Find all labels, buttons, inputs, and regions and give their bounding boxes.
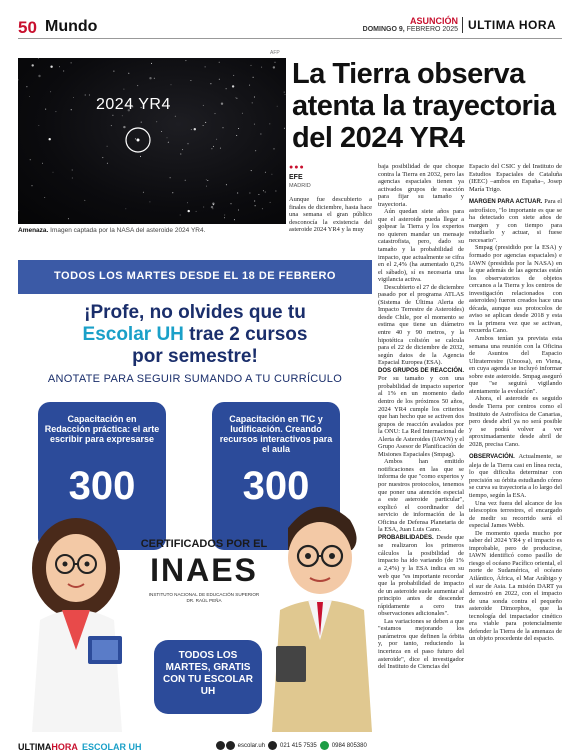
course-title: Capacitación en TIC y ludificación. Creando recursos interactivos para el aula — [219, 414, 333, 454]
star — [206, 179, 207, 180]
inaes-logo: INAES — [150, 552, 258, 588]
star — [111, 125, 112, 126]
header-divider — [462, 17, 463, 33]
star — [226, 88, 227, 89]
paragraph: Aún quedan siete años para que el asteroide pueda llegar a golpear la Tierra y los expertos no quieren mandar un mensaje catastrofista, pero, dado su tamaño y la probabilidad de impacto, que actualmente se cifra en el 2,4% (ha aumentado 0,2% el sábado), sí es necesaria una vigilancia activa. — [378, 208, 464, 284]
star — [213, 204, 214, 205]
phone-number-1: 021 415 7535 — [280, 743, 317, 750]
asteroid-dot — [137, 139, 140, 142]
article-column-1 — [289, 196, 372, 234]
star — [171, 84, 172, 85]
contact-line — [216, 741, 367, 750]
star — [140, 156, 141, 157]
inaes-subtitle — [114, 592, 294, 604]
female-teacher-illustration — [32, 518, 122, 732]
star — [263, 190, 264, 191]
paragraph — [469, 453, 562, 499]
star — [242, 113, 243, 114]
star — [68, 218, 69, 219]
star — [203, 105, 204, 106]
caption-text: Imagen captada por la NASA del asteroide 2024 YR4. — [48, 227, 206, 234]
star — [205, 122, 206, 123]
star — [182, 149, 183, 150]
paragraph — [378, 534, 464, 618]
article-place: MADRID — [289, 183, 311, 189]
star — [206, 186, 207, 187]
star — [26, 86, 27, 87]
star — [180, 215, 181, 216]
star-field — [18, 58, 286, 224]
star — [271, 174, 272, 175]
star — [38, 125, 39, 126]
star — [219, 62, 220, 63]
star — [102, 157, 103, 158]
star — [128, 73, 129, 74]
star — [253, 77, 254, 78]
paragraph: Ambos han emitido notificaciones en las que se informa de que "como expertos y por nuestros protocolos, tenemos que poner una atención especial a este asteroide particular", explicó el coordinador del servicio de información de la Oficina de Defensa Planetaria de la ESA, Juan Luis Cano. — [378, 458, 464, 534]
star — [233, 75, 234, 76]
star — [123, 89, 124, 90]
star — [161, 131, 162, 132]
star — [113, 71, 114, 72]
star — [194, 128, 196, 130]
star — [84, 200, 85, 201]
star — [156, 121, 157, 122]
paragraph: Ahora, el asteroide es seguido desde Tierra por centros como el Instituto de Astrofísica de Canarias, pero desde abril ya no será posible y se podrá volver a ver aproximadamente desde abril de 2028, precisa Cano. — [469, 395, 562, 448]
star — [254, 201, 255, 202]
star — [188, 143, 189, 144]
paragraph: Descubierto el 27 de diciembre pasado por el programa ATLAS (Sistema de Última Alerta de Impacto Terrestre de Asteroides) desde Chile, por el momento se estima que tiene un diámetro entre 40 y 90 metros, y la hipotética colisión se calcula para el 22 de diciembre de 2032, según datos de la Agencia Espacial Europea (ESA). — [378, 283, 464, 367]
course-number: 300 — [68, 464, 136, 508]
photo-caption — [18, 227, 286, 234]
star — [32, 64, 34, 66]
star — [53, 172, 54, 173]
star — [44, 197, 45, 198]
star — [232, 85, 234, 87]
course-number: 300 — [242, 464, 310, 508]
star — [210, 83, 211, 84]
star — [213, 146, 214, 147]
newspaper-brand: ULTIMA HORA — [468, 18, 557, 32]
date-month: FEBRERO 2025 — [404, 26, 458, 33]
paragraph — [378, 367, 464, 459]
star — [216, 139, 217, 140]
ad-title-line2: trae 2 cursos — [183, 324, 308, 345]
course-title: Capacitación en Redacción práctica: el arte escribir para expresarse — [44, 414, 160, 444]
page-number: 50 — [18, 18, 37, 37]
photo-label: 2024 YR4 — [96, 96, 171, 113]
ad-title-accent: Escolar UH — [82, 324, 184, 345]
star — [284, 128, 285, 129]
star — [55, 111, 56, 112]
star — [149, 201, 150, 202]
star — [203, 207, 204, 208]
star — [170, 177, 171, 178]
photo-agency: AFP — [270, 50, 280, 56]
phone-number-2: 0984 805380 — [331, 743, 367, 750]
ad-title-line1: ¡Profe, no olvides que tu — [84, 302, 306, 323]
star — [275, 191, 276, 192]
star — [261, 67, 262, 68]
star — [212, 208, 213, 209]
star — [236, 98, 237, 99]
star — [72, 178, 73, 179]
paragraph: Las variaciones se deben a que "estamos mejorando los parámetros que definen la órbita y, por tanto, reduciendo la incerteza en el paso futuro del asteroide", dice el investigador del Instituto de Ciencias del — [378, 617, 464, 671]
star — [238, 128, 239, 129]
star — [211, 148, 212, 149]
logo-part-a: ULTIMA — [18, 742, 52, 752]
star — [167, 137, 168, 138]
star — [237, 193, 238, 194]
header-rule — [18, 38, 562, 39]
star — [180, 154, 181, 155]
star — [50, 91, 51, 92]
star — [191, 129, 192, 130]
star — [18, 210, 19, 211]
paragraph: Aunque fue descubierto a finales de diciembre, hasta hace una semana el gran público desconocía la existencia del asteroide 2024 YR4 y la muy — [289, 196, 372, 234]
paragraph: Ambos tenían ya prevista esta semana una reunión con la Oficina de Asuntos del Espacio Ultraterrestre (Unoosa), en Viena, en cuya agenda se incluyó informar sobre este asteroide. Smpag aseguró que "se seguirá vigilando atentamente la evolución". — [469, 335, 562, 395]
paragraph: Una vez fuera del alcance de los telescopios terrestres, el encargado de medir su recorrido será el especial James Webb. — [469, 499, 562, 530]
paragraph: baja posibilidad de que choque contra la Tierra en 2032, pero las agencias espaciales tienen ya activados grupos de reacción para fijar su tamaño y trayectoria. — [378, 163, 464, 208]
star — [235, 97, 236, 98]
star — [29, 96, 30, 97]
ad-title-line3: por semestre! — [132, 346, 258, 367]
logo-part-b: HORA — [51, 742, 78, 752]
star — [135, 138, 136, 139]
star — [207, 180, 208, 181]
star — [226, 184, 227, 185]
star — [274, 148, 275, 149]
star — [175, 116, 176, 117]
article-author: EFE — [289, 174, 303, 181]
star — [187, 202, 188, 203]
star — [125, 208, 126, 209]
paragraph-text: Desde que se realizaron los primeros cálculos la posibilidad de impacto ha ido variando (de 1% a 2,4%) y la ESA indica en su web que "es importante recordar que la probabilidad de impacto de un asteroide suele aumentar al principio antes de descender rápidamente a cero tras observaciones adicionales". — [378, 533, 464, 618]
article-headline: La Tierra observa atenta la trayectoria del 2024 YR4 — [292, 58, 556, 154]
star — [185, 60, 186, 61]
paragraph — [469, 198, 562, 244]
star — [73, 97, 74, 98]
star — [265, 172, 266, 173]
star — [190, 80, 191, 81]
article-column-2 — [378, 163, 464, 745]
star — [149, 77, 151, 79]
star — [71, 62, 72, 63]
star — [255, 205, 256, 206]
star — [154, 78, 155, 79]
star — [42, 163, 43, 164]
star — [269, 123, 270, 124]
ad-band — [18, 260, 372, 294]
star — [38, 58, 39, 59]
ad-title — [18, 302, 372, 368]
star — [112, 115, 113, 116]
star — [254, 124, 255, 125]
star — [221, 103, 223, 105]
bubble-text: TODOS LOS MARTES, GRATIS CON TU ESCOLAR UH — [163, 650, 253, 697]
facebook-icon — [216, 741, 225, 750]
escolar-uh-ad — [18, 260, 372, 732]
certificate-label: CERTIFICADOS POR EL — [140, 538, 268, 550]
page-header — [0, 0, 580, 40]
star — [249, 193, 250, 194]
star — [151, 63, 152, 64]
subheading: PROBABILIDADES. — [378, 534, 434, 541]
ultima-hora-logo — [18, 742, 78, 752]
ad-subtitle: ANOTATE PARA SEGUIR SUMANDO A TU CURRÍCULO — [47, 373, 343, 385]
star — [251, 65, 252, 66]
star — [211, 206, 213, 208]
star — [262, 208, 263, 209]
star — [223, 127, 224, 128]
star — [234, 219, 235, 220]
star — [59, 66, 60, 67]
subheading: DOS GRUPOS DE REACCIÓN. — [378, 367, 465, 374]
article-column-3 — [469, 163, 562, 745]
star — [258, 194, 259, 195]
phone-icon — [268, 741, 277, 750]
star — [284, 92, 285, 93]
asteroid-photo — [18, 58, 286, 224]
star — [277, 106, 278, 107]
star — [185, 180, 186, 181]
star — [220, 148, 221, 149]
star — [219, 79, 220, 80]
star — [122, 115, 123, 116]
star — [172, 192, 173, 193]
social-handle: escolar.uh — [237, 743, 266, 750]
ad-footer — [18, 738, 562, 756]
paragraph: De momento queda mucho por saber del 2024 YR4 y el impacto es improbable, pero de producirse, IAWN identificó como pasillo de riesgo el océano Pacífico oriental, el norte de Sudamérica, el océano Atlántico, África, el Mar Arábigo y el sur de Asia. La misión DART ya demostró en 2022, con el impacto de una sonda contra el pequeño asteroide Dimorphos, que la tecnología del impactador cinético era viable para potencialmente defender la Tierra de la amenaza de un objeto procedente del espacio. — [469, 529, 562, 643]
star — [188, 210, 190, 212]
subheading: OBSERVACIÓN. — [469, 454, 515, 461]
caption-lead: Amenaza. — [18, 227, 49, 234]
star — [18, 79, 19, 80]
paragraph: Espacio del CSIC y del Instituto de Estudios Espaciales de Cataluña (IEEC) –ambos en España–, Josep María Trigo. — [469, 163, 562, 193]
star — [123, 126, 125, 128]
section-title: Mundo — [45, 18, 98, 35]
star — [89, 95, 90, 96]
whatsapp-icon — [320, 741, 329, 750]
star — [231, 203, 232, 204]
star — [85, 95, 86, 96]
star — [260, 134, 261, 135]
star — [205, 66, 206, 67]
star — [30, 159, 31, 160]
star — [273, 66, 275, 68]
star — [236, 135, 237, 136]
star — [215, 113, 216, 114]
paragraph-text: Actualmente, se aleja de la Tierra casi en línea recta, lo que dificulta determinar con precisión su órbita estudiando cómo se curva su trayectoria a lo largo del tiempo, según la ESA. — [469, 453, 562, 499]
star — [254, 97, 255, 98]
star — [45, 109, 46, 110]
star — [168, 142, 169, 143]
star — [141, 122, 142, 123]
star — [143, 192, 144, 193]
date-weekday: DOMINGO 9, — [362, 26, 405, 33]
free-course-bubble — [154, 640, 262, 714]
star — [249, 85, 250, 86]
edition-city: ASUNCIÓN — [409, 16, 458, 26]
star — [196, 211, 197, 212]
instagram-icon — [226, 741, 235, 750]
inaes-subtitle-line1: INSTITUTO NACIONAL DE EDUCACIÓN SUPERIOR — [148, 592, 260, 597]
star — [71, 109, 72, 110]
star — [275, 62, 276, 63]
star — [270, 202, 271, 203]
star — [285, 94, 286, 95]
edition-date — [363, 26, 458, 33]
byline-dots: ●●● — [289, 163, 305, 171]
star — [107, 146, 108, 147]
paragraph: Smpag (presidido por la ESA) y formado por agencias espaciales) e IAWN (presidida por la NASA) en la que además de las agencias están los observatorios de objetos cercanos a la Tierra y los centros de investigación relacionados con asteroides) fueron creados hace una década, aunque sus protocolos de aviso se aplican desde 2018 y esta es la primera vez que se activan, recuerda Cano. — [469, 244, 562, 335]
paragraph-text: Por su tamaño y con una probabilidad de impacto superior al 1% en un momento dado dentro de los próximos 50 años, 2024 YR4 cumple los criterios que han hecho que se activen dos grupos de reacción avalados por la ONU: La Red Internacional de Alerta de Asteroides (IAWN) y el Grupo Asesor de Planificación de Misiones Espaciales (Smpag). — [378, 375, 464, 458]
star — [255, 150, 256, 151]
star — [203, 125, 204, 126]
star — [251, 170, 252, 171]
star — [265, 192, 266, 193]
star — [252, 102, 253, 103]
star — [63, 71, 64, 72]
star — [72, 170, 73, 171]
star — [137, 85, 138, 86]
inaes-subtitle-line2: DR. RAÚL PEÑA — [186, 598, 222, 603]
star — [238, 210, 239, 211]
star — [107, 163, 108, 164]
star — [224, 217, 225, 218]
subheading: MARGEN PARA ACTUAR. — [469, 199, 543, 206]
star — [50, 66, 52, 68]
paragraph-text: Para el astrofísico, "lo importante es que se ha detectado con siete años de margen y con tiempo para estudiarlo y actuar, si fuese necesario". — [469, 198, 562, 244]
star — [224, 215, 225, 216]
star — [32, 185, 33, 186]
ad-band-text: TODOS LOS MARTES DESDE EL 18 DE FEBRERO — [54, 270, 336, 282]
star — [38, 75, 40, 77]
escolar-uh-logo: ESCOLAR UH — [82, 742, 142, 752]
star — [49, 138, 51, 140]
